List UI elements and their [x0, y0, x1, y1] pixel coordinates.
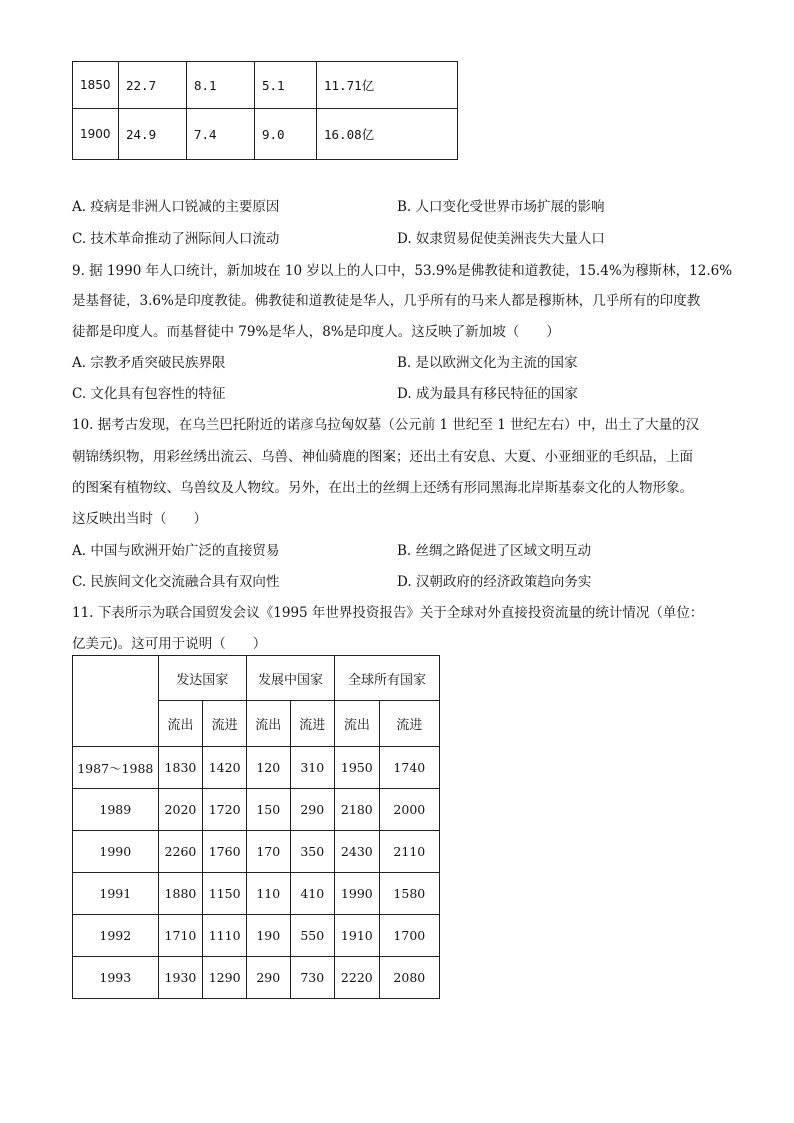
table-cell: 11.71亿	[317, 62, 458, 109]
table-cell: 120	[247, 747, 291, 789]
table-cell: 350	[290, 831, 334, 873]
table-cell: 8.1	[187, 62, 255, 109]
table-cell: 2110	[379, 831, 439, 873]
table-cell: 1930	[158, 957, 203, 999]
table-row	[73, 957, 440, 999]
q9-option-c: C. 文化具有包容性的特征	[72, 386, 226, 402]
q10-stem-line: 朝锦绣织物，用彩丝绣出流云、乌兽、神仙骑鹿的图案；还出土有安息、大夏、小亚细亚的毛织品，上面	[72, 449, 693, 465]
table-cell: 1993	[73, 957, 159, 999]
table-cell: 16.08亿	[317, 109, 458, 160]
table-cell: 2020	[158, 789, 203, 831]
table-cell: 1900	[73, 109, 119, 160]
q9-stem-line: 9. 据 1990 年人口统计，新加坡在 10 岁以上的人口中，53.9%是佛教徒和道教徒，15.4%为穆斯林，12.6%	[72, 263, 733, 279]
table-cell: 730	[290, 957, 334, 999]
table-cell: 7.4	[187, 109, 255, 160]
table-cell: 2430	[334, 831, 379, 873]
table-cell: 1992	[73, 915, 159, 957]
q8-option-c: C. 技术革命推动了洲际间人口流动	[72, 231, 280, 247]
table-cell: 190	[247, 915, 291, 957]
table-cell: 1700	[379, 915, 439, 957]
table-cell: 1760	[203, 831, 247, 873]
table-cell: 550	[290, 915, 334, 957]
table-corner-cell	[73, 656, 159, 747]
table-cell: 1987～1988	[73, 747, 159, 789]
table-cell: 1991	[73, 873, 159, 915]
table-cell: 290	[247, 957, 291, 999]
table-cell: 1950	[334, 747, 379, 789]
table-cell: 1880	[158, 873, 203, 915]
table-group-header: 全球所有国家	[334, 656, 439, 701]
table-subheader: 流进	[290, 701, 334, 747]
q11-stem-line: 11. 下表所示为联合国贸发会议《1995 年世界投资报告》关于全球对外直接投资流量的统计情况（单位：	[72, 605, 704, 621]
q11-stem-line: 亿美元)。这可用于说明（ ）	[72, 636, 267, 652]
q9-stem-line: 徒都是印度人。而基督徒中 79%是华人，8%是印度人。这反映了新加坡（ ）	[72, 324, 560, 340]
q10-stem-line: 这反映出当时（ ）	[72, 511, 207, 527]
fdi-flow-table	[72, 655, 440, 999]
table-cell: 1990	[73, 831, 159, 873]
q10-option-d: D. 汉朝政府的经济政策趋向务实	[397, 574, 592, 590]
table-cell: 1740	[379, 747, 439, 789]
q10-stem-line: 的图案有植物纹、乌兽纹及人物纹。另外，在出土的丝绸上还绣有形同黑海北岸斯基泰文化的人物形象。	[72, 480, 693, 496]
table-subheader: 流出	[158, 701, 203, 747]
q9-option-a: A. 宗教矛盾突破民族界限	[72, 355, 226, 371]
table-cell: 1910	[334, 915, 379, 957]
table-cell: 9.0	[255, 109, 317, 160]
table-cell: 290	[290, 789, 334, 831]
table-cell: 2080	[379, 957, 439, 999]
table-group-header: 发达国家	[158, 656, 246, 701]
table-cell: 2180	[334, 789, 379, 831]
table-cell: 1989	[73, 789, 159, 831]
table-subheader: 流进	[379, 701, 439, 747]
table-row	[73, 789, 440, 831]
q10-option-c: C. 民族间文化交流融合具有双向性	[72, 574, 280, 590]
q8-option-d: D. 奴隶贸易促使美洲丧失大量人口	[397, 231, 605, 247]
table-subheader: 流出	[247, 701, 291, 747]
table-cell: 1580	[379, 873, 439, 915]
table-group-header: 发展中国家	[247, 656, 335, 701]
q8-option-b: B. 人口变化受世界市场扩展的影响	[397, 199, 605, 215]
table-cell: 1710	[158, 915, 203, 957]
table-row	[73, 915, 440, 957]
table-subheader: 流出	[334, 701, 379, 747]
table-cell: 1720	[203, 789, 247, 831]
table-cell: 1990	[334, 873, 379, 915]
table-row	[73, 747, 440, 789]
q8-option-a: A. 疫病是非洲人口锐减的主要原因	[72, 199, 280, 215]
table-cell: 310	[290, 747, 334, 789]
table-cell: 410	[290, 873, 334, 915]
q9-stem-line: 是基督徒，3.6%是印度教徒。佛教徒和道教徒是华人，几乎所有的马来人都是穆斯林，几乎所有的印度教	[72, 293, 701, 309]
table-cell: 1420	[203, 747, 247, 789]
table-row	[73, 831, 440, 873]
table-row	[73, 873, 440, 915]
table-cell: 110	[247, 873, 291, 915]
q9-option-d: D. 成为最具有移民特征的国家	[397, 386, 578, 402]
q10-stem-line: 10. 据考古发现，在乌兰巴托附近的诺彦乌拉匈奴墓（公元前 1 世纪至 1 世纪左右）中，出土了大量的汉	[72, 417, 700, 433]
table-subheader: 流进	[203, 701, 247, 747]
table-cell: 24.9	[119, 109, 187, 160]
table-row	[73, 109, 458, 160]
table-row	[73, 62, 458, 109]
table-cell: 5.1	[255, 62, 317, 109]
table-cell: 1850	[73, 62, 119, 109]
q10-option-a: A. 中国与欧洲开始广泛的直接贸易	[72, 543, 280, 559]
table-cell: 1290	[203, 957, 247, 999]
table-cell: 2000	[379, 789, 439, 831]
table-cell: 1830	[158, 747, 203, 789]
table-cell: 1150	[203, 873, 247, 915]
table-cell: 2260	[158, 831, 203, 873]
table-cell: 170	[247, 831, 291, 873]
table-header-row	[73, 656, 440, 701]
table-cell: 22.7	[119, 62, 187, 109]
q9-option-b: B. 是以欧洲文化为主流的国家	[397, 355, 578, 371]
q10-option-b: B. 丝绸之路促进了区域文明互动	[397, 543, 592, 559]
population-table	[72, 61, 458, 160]
table-cell: 1110	[203, 915, 247, 957]
table-cell: 150	[247, 789, 291, 831]
table-cell: 2220	[334, 957, 379, 999]
